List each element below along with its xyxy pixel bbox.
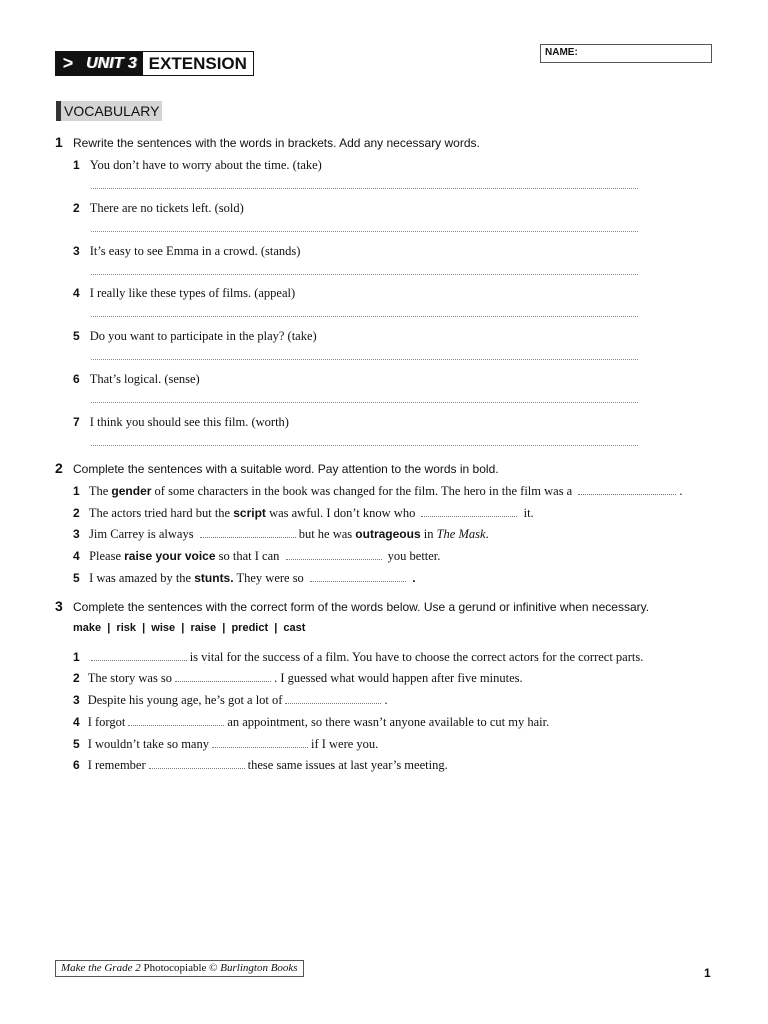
page-title: EXTENSION xyxy=(148,53,247,73)
item-number: 2 xyxy=(73,506,80,520)
bold-word: stunts. xyxy=(194,571,234,585)
answer-blank[interactable] xyxy=(286,549,382,560)
ex1-item-1 xyxy=(73,158,322,173)
item-text: . I guessed what would happen after five minutes. xyxy=(274,671,523,685)
answer-line[interactable] xyxy=(91,231,638,232)
ex1-item-7 xyxy=(73,415,289,430)
item-text: if I were you. xyxy=(310,737,379,751)
exercise-3-instruction: Complete the sentences with the correct form of the words below. Use a gerund or infinitive when necessary. xyxy=(73,600,650,614)
item-text: The actors tried hard but the xyxy=(88,506,234,520)
item-text: There are no tickets left. (sold) xyxy=(89,200,244,215)
item-text: I was amazed by the xyxy=(89,571,195,585)
ex3-item-5 xyxy=(73,737,378,752)
ex1-item-3 xyxy=(73,244,300,259)
answer-blank[interactable] xyxy=(149,758,245,769)
item-number: 2 xyxy=(73,200,80,215)
footer-brand: Make the Grade 2 xyxy=(61,962,141,974)
answer-line[interactable] xyxy=(91,359,638,360)
item-text: . xyxy=(679,484,683,498)
exercise-2-instruction: Complete the sentences with a suitable word. Pay attention to the words in bold. xyxy=(73,462,499,476)
item-text: . xyxy=(408,571,416,585)
answer-blank[interactable] xyxy=(421,506,517,517)
item-text: . xyxy=(485,527,489,541)
item-number: 5 xyxy=(73,737,80,751)
item-number: 3 xyxy=(73,243,80,258)
footer-credit xyxy=(55,960,304,977)
item-number: 1 xyxy=(73,158,80,172)
item-text: Despite his young age, he’s got a lot of xyxy=(87,693,283,707)
ex1-item-5 xyxy=(73,329,317,344)
item-text: They were so xyxy=(233,571,304,585)
answer-blank[interactable] xyxy=(285,693,381,704)
item-number: 5 xyxy=(73,329,80,344)
page-number: 1 xyxy=(704,966,711,980)
item-text: I wouldn’t take so many xyxy=(87,737,209,751)
item-number: 3 xyxy=(73,693,80,707)
answer-blank[interactable] xyxy=(91,650,187,661)
answer-blank[interactable] xyxy=(128,715,224,726)
item-text: I remember xyxy=(87,758,146,772)
name-label: NAME: xyxy=(545,47,578,58)
exercise-3-number: 3 xyxy=(55,598,63,614)
ex1-item-4 xyxy=(73,286,295,301)
ex3-item-6 xyxy=(73,758,448,773)
item-text: I forgot xyxy=(87,715,126,729)
item-text: I think you should see this film. (worth) xyxy=(89,414,289,429)
exercise-1-number: 1 xyxy=(55,134,63,150)
item-text: . xyxy=(384,693,388,707)
item-number: 4 xyxy=(73,549,80,563)
item-number: 1 xyxy=(73,484,80,498)
ex2-item-4 xyxy=(73,549,440,564)
item-text: it. xyxy=(520,506,534,520)
item-text: you better. xyxy=(384,549,441,563)
item-number: 1 xyxy=(73,650,80,664)
word-box: make | risk | wise | raise | predict | cast xyxy=(73,622,306,634)
bold-word: script xyxy=(233,506,266,520)
ex2-item-2 xyxy=(73,506,534,521)
answer-blank[interactable] xyxy=(175,671,271,682)
section-label: VOCABULARY xyxy=(61,101,162,121)
answer-line[interactable] xyxy=(91,316,638,317)
bold-word: outrageous xyxy=(355,527,421,541)
item-number: 4 xyxy=(73,715,80,729)
item-text: That’s logical. (sense) xyxy=(89,372,200,386)
answer-line[interactable] xyxy=(91,274,638,275)
answer-line[interactable] xyxy=(91,188,638,189)
answer-line[interactable] xyxy=(91,445,638,446)
answer-blank[interactable] xyxy=(212,737,308,748)
section-vocabulary xyxy=(56,101,162,121)
ex1-item-2 xyxy=(73,201,244,216)
item-text: but he was xyxy=(298,527,356,541)
bold-word: gender xyxy=(111,484,152,498)
item-text: so that I can xyxy=(215,549,280,563)
ex3-item-3 xyxy=(73,693,388,708)
bold-word: raise your voice xyxy=(124,549,216,563)
footer-text: Photocopiable © xyxy=(143,962,218,974)
unit-label: UNIT 3 xyxy=(80,52,143,75)
ex3-item-1 xyxy=(73,650,643,665)
item-number: 7 xyxy=(73,414,80,429)
item-number: 5 xyxy=(73,571,80,585)
ex1-item-6 xyxy=(73,372,200,387)
item-number: 6 xyxy=(73,372,80,386)
item-text: I really like these types of films. (appeal) xyxy=(89,286,296,301)
item-text: Do you want to participate in the play? (take) xyxy=(89,329,317,344)
film-title: The Mask xyxy=(436,527,486,541)
exercise-2-number: 2 xyxy=(55,460,63,476)
item-number: 4 xyxy=(73,286,80,301)
item-text: was awful. I don’t know who xyxy=(265,506,416,520)
name-field[interactable] xyxy=(540,44,712,63)
ex2-item-1 xyxy=(73,484,683,499)
unit-badge xyxy=(55,51,254,76)
answer-line[interactable] xyxy=(91,402,638,403)
item-text: of some characters in the book was changed for the film. The hero in the film was a xyxy=(151,484,573,498)
item-text: The xyxy=(88,484,112,498)
item-text: Jim Carrey is always xyxy=(89,527,194,541)
item-text: an appointment, so there wasn’t anyone available to cut my hair. xyxy=(227,715,550,729)
chevron-right-icon: > xyxy=(56,52,80,75)
ex2-item-5 xyxy=(73,571,416,586)
item-text: Please xyxy=(89,549,125,563)
ex2-item-3 xyxy=(73,527,489,542)
item-text: You don’t have to worry about the time. (take) xyxy=(89,158,322,172)
item-text: is vital for the success of a film. You have to choose the correct actors for the correct parts. xyxy=(189,650,644,664)
ex3-item-4 xyxy=(73,715,549,730)
item-text: in xyxy=(420,527,437,541)
item-number: 2 xyxy=(73,671,80,685)
item-number: 3 xyxy=(73,527,80,541)
item-text: these same issues at last year’s meeting. xyxy=(247,758,448,772)
answer-blank[interactable] xyxy=(578,484,676,495)
ex3-item-2 xyxy=(73,671,523,686)
footer-publisher: Burlington Books xyxy=(220,962,298,974)
exercise-1-instruction: Rewrite the sentences with the words in brackets. Add any necessary words. xyxy=(73,136,480,150)
answer-blank[interactable] xyxy=(200,527,296,538)
answer-blank[interactable] xyxy=(310,571,406,582)
item-number: 6 xyxy=(73,758,80,772)
item-text: The story was so xyxy=(87,671,173,685)
item-text: It’s easy to see Emma in a crowd. (stands) xyxy=(89,243,301,258)
